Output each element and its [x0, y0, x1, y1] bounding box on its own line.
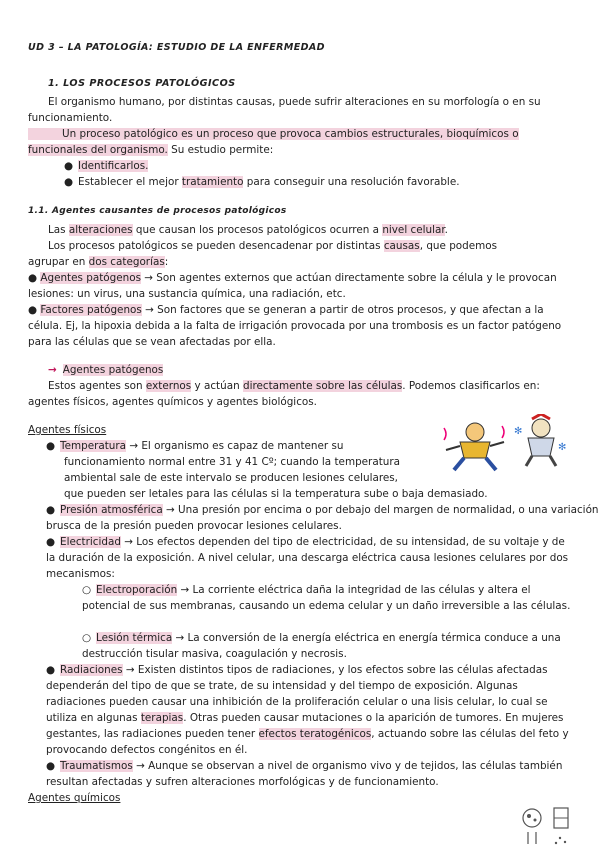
- list-item-presion: ● Presión atmosférica → Una presión por encima o por debajo del margen de normalidad, o una variación brusca de la presión pueden provocar lesiones celulares.: [46, 504, 599, 532]
- paragraph-causas: Los procesos patológicos se pueden desencadenar por distintas causas, que podemos: [48, 240, 498, 252]
- paragraph-agentes: Estos agentes son externos y actúan directamente sobre las células. Podemos clasificarlos en: agentes físicos, agentes químicos y agentes biológicos.: [28, 380, 540, 408]
- lab-flasks-illustration: [520, 804, 576, 846]
- category-agentes-patogenos: ● Agentes patógenos → Son agentes externos que actúan directamente sobre la célula y le provocan lesiones: un virus, una sustancia química, una radiación, etc.: [28, 272, 557, 300]
- hot-runner-illustration: [440, 420, 510, 472]
- document-page: UD 3 – LA PATOLOGÍA: ESTUDIO DE LA ENFERMEDAD 1. LOS PROCESOS PATOLÓGICOS El organismo humano, por distintas causas, puede sufrir alteraciones en su morfología o en su funcionamiento. Un proceso patológico es un proceso que provoca cambios estructurales, bioquímicos o funcionales del organismo. Su estudio permite: ● Identificarlos. ● Establecer el mejor tratamiento para conseguir una resolución favorable. 1.1. Agentes causantes de procesos patológicos Las alteraciones que causan los procesos patológicos ocurren a nivel celular. Los procesos patológicos se pueden desencadenar por distintas causas, que podemos agrupar en dos categorías: ● Agentes patógenos → Son agentes externos que actúan directamente sobre la célula y le provocan lesiones: un virus, una sustancia química, una radiación, etc. ● Factores patógenos → Son factores que se generan a partir de otros procesos, y que afectan a la célula. Ej, la hipoxia debida a la falta de irrigación provocada por una trombosis es un factor patógeno para las células que se vean afectadas por ella. → Agentes patógenos Estos agentes son externos y actúan directamente sobre las células. Podemos clasificarlos en: agentes físicos, agentes químicos y agentes biológicos. Agentes físicos ● Temperatura → El organismo es capaz de mantener su funcionamiento normal entre 31 y 41 Cº; cuando la temperatura ambiental sale de este intervalo se producen lesiones celulares, que pueden ser letales para las células si la temperatura sube o baja demasiado. ✻ ✻ ● Presión atmosférica → Una presión por encima o por debajo del margen de normalidad, o una variación brusca de la presión pueden provocar lesiones celulares. ● Electricidad → Los efectos dependen del tipo de electricidad, de su intensidad, de su voltaje y de la duración de la exposición. A nivel celular, una descarga eléctrica causa lesiones celulares por dos mecanismos: ○ Electroporación → La corriente eléctrica daña la integridad de las células y altera el potencial de sus membranas, causando un edema celular y un daño irreversible a las células. ○ Lesión térmica → La conversión de la energía eléctrica en energía térmica conduce a una destrucción tisular masiva, coagulación y necrosis. ● Radiaciones → Existen distintos tipos de radiaciones, y los efectos sobre las células afectadas dependerán del tipo de que se trate, de su intensidad y del tiempo de exposición. Algunas radiaciones pueden causar una inhibición de la proliferación celular o una lisis celular, lo cual se utiliza en algunas terapias. Otras pueden causar mutaciones o la aparición de tumores. En mujeres gestantes, las radiaciones pueden tener efectos teratogénicos, actuando sobre las células del feto y provocando defectos congénitos en él. ● Traumatismos → Aunque se observan a nivel de organismo vivo y de tejidos, las células también resultan afectadas y sufren alteraciones morfológicas y de funcionamiento. Agentes químicos: [0, 0, 600, 848]
- svg-text:✻: ✻: [558, 442, 567, 453]
- sublist-item-lesion-termica: ○ Lesión térmica → La conversión de la energía eléctrica en energía térmica conduce a una destrucción tisular masiva, coagulación y necrosis.: [82, 632, 561, 660]
- document-title: UD 3 – LA PATOLOGÍA: ESTUDIO DE LA ENFERMEDAD: [28, 42, 325, 53]
- list-item-radiaciones: ● Radiaciones → Existen distintos tipos de radiaciones, y los efectos sobre las células afectadas dependerán del tipo de que se trate, de su intensidad y del tiempo de exposición. Algunas radiaciones pueden causar una inhibición de la proliferación celular o una lisis celular, lo cual se utiliza en algunas terapias. Otras pueden causar mutaciones o la aparición de tumores. En mujeres gestantes, las radiaciones pueden tener efectos teratogénicos, actuando sobre las células del feto y provocando defectos congénitos en él.: [46, 664, 569, 756]
- sublist-item-electroporacion: ○ Electroporación → La corriente eléctrica daña la integridad de las células y altera el potencial de sus membranas, causando un edema celular y un daño irreversible a las células.: [82, 584, 571, 612]
- section-heading-1: 1. LOS PROCESOS PATOLÓGICOS: [48, 78, 236, 89]
- list-item-electricidad: ● Electricidad → Los efectos dependen del tipo de electricidad, de su intensidad, de su voltaje y de la duración de la exposición. A nivel celular, una descarga eléctrica causa lesiones celulares por dos mecanismos:: [46, 536, 569, 580]
- paragraph-categorias: agrupar en dos categorías:: [28, 256, 169, 268]
- list-item-traumatismos: ● Traumatismos → Aunque se observan a nivel de organismo vivo y de tejidos, las células también resultan afectadas y sufren alteraciones morfológicas y de funcionamiento.: [46, 760, 563, 788]
- heading-agentes-fisicos: Agentes físicos: [28, 424, 107, 436]
- arrow-right-icon: →: [48, 364, 57, 376]
- category-factores-patogenos: ● Factores patógenos → Son factores que se generan a partir de otros procesos, y que afectan a la célula. Ej, la hipoxia debida a la falta de irrigación provocada por una trombosis es un factor patógeno para las células que se vean afectadas por ella.: [28, 304, 562, 348]
- cold-person-illustration: [512, 414, 570, 468]
- heading-agentes-quimicos: Agentes químicos: [28, 792, 121, 804]
- subheading-agentes-patogenos: → Agentes patógenos: [48, 364, 164, 376]
- section-heading-1-1: 1.1. Agentes causantes de procesos patológicos: [28, 206, 287, 216]
- paragraph-alteraciones: Las alteraciones que causan los procesos patológicos ocurren a nivel celular.: [48, 224, 448, 236]
- list-item-temperatura: ● Temperatura → El organismo es capaz de mantener su: [46, 440, 344, 452]
- paragraph-intro: El organismo humano, por distintas causas, puede sufrir alteraciones en su morfología o en su funcionamiento.: [28, 96, 541, 124]
- paragraph-definition: Un proceso patológico es un proceso que provoca cambios estructurales, bioquímicos o funcionales del organismo. Su estudio permite:: [28, 128, 519, 156]
- list-item: ● Identificarlos.: [64, 160, 149, 172]
- list-item: ● Establecer el mejor tratamiento para conseguir una resolución favorable.: [64, 176, 460, 188]
- svg-text:✻: ✻: [514, 426, 523, 437]
